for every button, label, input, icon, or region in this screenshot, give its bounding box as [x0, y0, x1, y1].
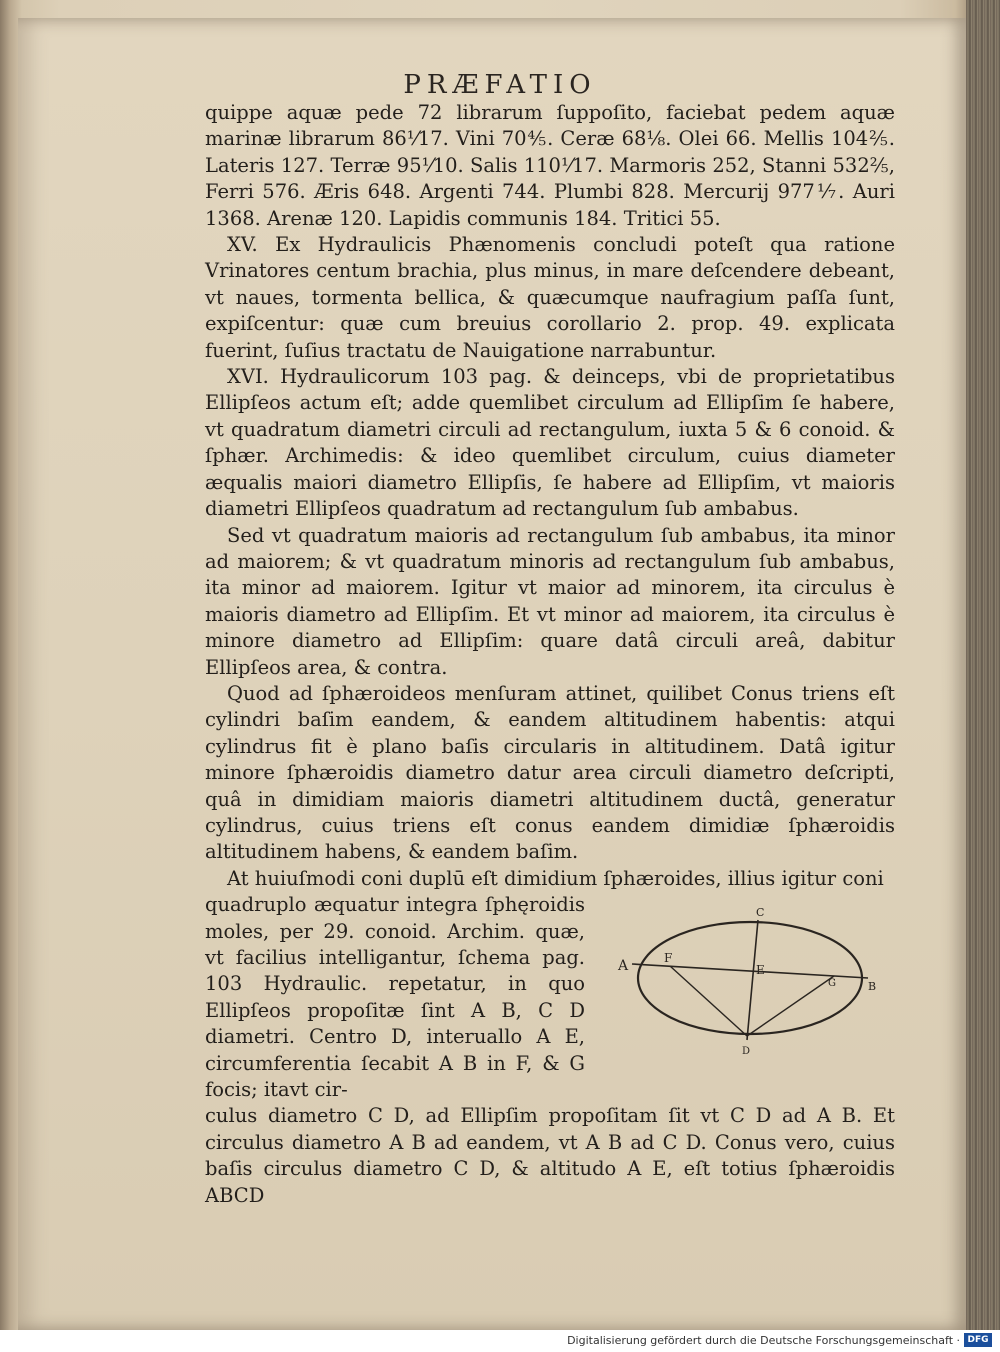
paragraph: XVI. Hydraulicorum 103 pag. & deinceps, vbi de proprietatibus Ellipſeos actum eſt; adde quemlibet circulum ad Ellipſim ſe habere, vt quadratum diametri circuli ad rectangulum, iuxta 5 & 6 conoid. & ſphær. Archimedis: & ideo quemlibet circulum, cuius diameter æqualis maiori diametro Ellipſis, ſe habere ad Ellipſim, vt maioris diametri Ellipſeos quadratum ad rectangulum ſub ambabus. [205, 365, 895, 521]
wrap-left-text: quadruplo æquatur integra ſphęroidis moles, per 29. conoid. Archim. quæ, vt facilius intelligantur, ſchema pag. 103 Hydraulic. repetatur, in quo Ellipſeos propoſitæ ſint A B, C D diametri. Centro D, interuallo A E, circumferentia ſecabit A B in F, & G focis; itavt cir- [205, 893, 585, 1102]
label-b: B [868, 980, 877, 993]
paragraph: quippe aquæ pede 72 librarum ſuppoſito, faciebat pedem aquæ marinæ librarum 86⅟17. Vini 70⅘. Ceræ 68⅛. Olei 66. Mellis 104⅖. Lateris 127. Terræ 95⅟10. Salis 110⅟17. Marmoris 252, Stanni 532⅖, Ferri 576. Æris 648. Argenti 744. Plumbi 828. Mercurij 977⅐. Auri 1368. Arenæ 120. Lapidis communis 184. Tritici 55. [205, 101, 895, 230]
paragraph: XV. Ex Hydraulicis Phænomenis concludi poteſt qua ratione Vrinatores centum brachia, plus minus, in mare deſcendere debeant, vt naues, tormenta bellica, & quæcumque naufragium paſſa ſunt, expiſcentur: quæ cum breuius corollario 2. prop. 49. explicata fuerint, ſuſius tractatu de Nauigatione narrabuntur. [205, 233, 895, 362]
paragraph: Quod ad ſphæroideos menſuram attinet, quilibet Conus triens eſt cylindri baſim eandem, & eandem altitudinem habentis: atqui cylindrus fit è plano baſis circularis in altitudinem. Datâ igitur minore ſphæroidis diametro datur area circuli diametro deſcripti, quâ in dimidiam maioris diametri altitudinem ductâ, generatur cylindrus, cuius triens eſt conus eandem dimidiæ ſphæroidis altitudinem habens, & eandem baſim. [205, 681, 895, 864]
footer-credit: Digitalisierung gefördert durch die Deutsche Forschungsgemeinschaft · [567, 1334, 960, 1347]
ellipse-figure [612, 900, 892, 1060]
label-e: E [756, 963, 765, 977]
label-a: A [618, 958, 629, 974]
line-fd [670, 966, 747, 1036]
label-d: D [742, 1046, 751, 1057]
paragraph: Sed vt quadratum maioris ad rectangulum ſub ambabus, ita minor ad maiorem; & vt quadratum minoris ad rectangulum ſub ambabus, ita minor ad maiorem. Igitur vt maior ad minorem, ita circulus è maioris diametro ad Ellipſim. Et vt minor ad maiorem, ita circulus è minore diametro ad Ellipſim: quare datâ circuli areâ, dabitur Ellipſeos area, & contra. [205, 523, 895, 679]
line-gd [747, 976, 834, 1036]
ellipse-diagram [612, 900, 892, 1060]
label-g: G [828, 978, 836, 989]
paragraph-wrap-first-line: At huiuſmodi coni duplū eſt dimidium ſphæroides, illius igitur coni [227, 866, 884, 890]
label-f: F [664, 951, 673, 965]
dfg-logo: DFG [964, 1333, 992, 1347]
label-c: C [756, 906, 765, 919]
running-head: PRÆFATIO [403, 70, 597, 100]
major-axis-ab [632, 964, 868, 978]
paragraph-continuation: culus diametro C D, ad Ellipſim propoſitam ſit vt C D ad A B. Et circulus diametro A B ad eandem, vt A B ad C D. Conus vero, cuius baſis circulus diametro C D, & altitudo A E, eſt totius ſphæroidis ABCD [205, 1104, 895, 1207]
minor-axis-cd [747, 920, 758, 1040]
page-edge [966, 0, 1000, 1330]
